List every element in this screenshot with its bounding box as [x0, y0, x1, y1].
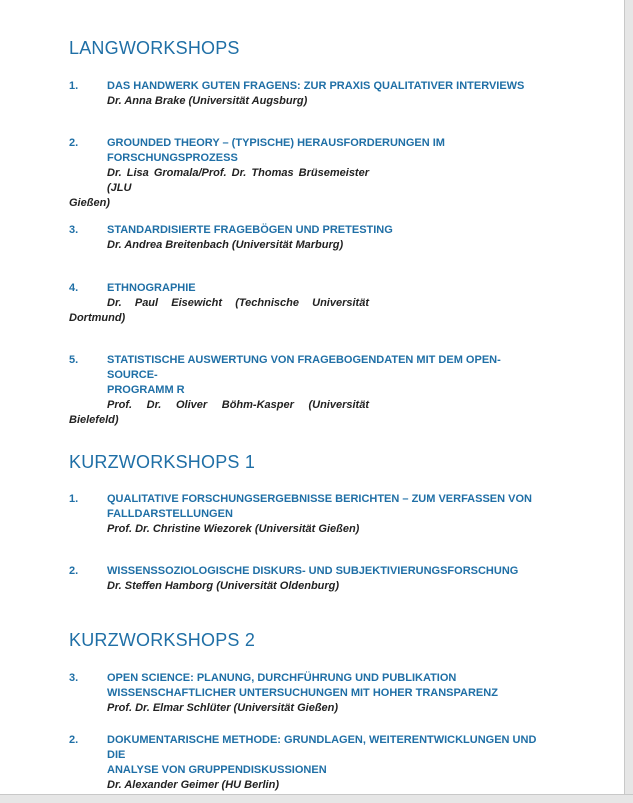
entry-title: ETHNOGRAPHIE	[107, 282, 196, 294]
workshop-entry	[69, 733, 549, 793]
entry-title-line: FORSCHUNGSPROZESS	[107, 152, 238, 164]
entry-number: 2.	[69, 565, 79, 577]
entry-author-line: Dr. Paul Eisewicht (Technische Universität	[107, 297, 369, 309]
workshop-entry	[69, 79, 549, 109]
entry-author-line: Dortmund)	[69, 312, 126, 324]
entry-author-line: Dr. Lisa Gromala/Prof. Dr. Thomas Brüsemeister (JLU	[107, 167, 369, 194]
workshop-entry	[69, 564, 549, 594]
entry-author-line: Prof. Dr. Oliver Böhm-Kasper (Universität	[107, 399, 369, 411]
entry-author: Prof. Dr. Christine Wiezorek (Universität Gießen)	[107, 523, 360, 535]
workshop-entry	[69, 492, 549, 537]
entry-title-line: PROGRAMM R	[107, 384, 185, 396]
entry-number: 1.	[69, 493, 79, 505]
workshop-entry	[69, 281, 549, 326]
entry-author: Dr. Alexander Geimer (HU Berlin)	[107, 779, 279, 791]
entry-author: Dr. Steffen Hamborg (Universität Oldenburg)	[107, 580, 340, 592]
entry-author-line: Gießen)	[69, 197, 110, 209]
entry-number: 2.	[69, 137, 79, 149]
workshop-entry	[69, 136, 549, 211]
entry-title-line: STATISTISCHE AUSWERTUNG VON FRAGEBOGENDATEN MIT DEM OPEN-SOURCE-	[107, 354, 501, 381]
section-heading-langworkshops: LANGWORKSHOPS	[69, 38, 240, 58]
entry-number: 3.	[69, 672, 79, 684]
entry-number: 4.	[69, 282, 79, 294]
workshop-entry	[69, 353, 549, 428]
viewport-right-edge	[624, 0, 633, 803]
entry-author: Dr. Andrea Breitenbach (Universität Marburg)	[107, 239, 344, 251]
entry-number: 1.	[69, 80, 79, 92]
entry-title-line: OPEN SCIENCE: PLANUNG, DURCHFÜHRUNG UND PUBLIKATION	[107, 672, 457, 684]
entry-title: STANDARDISIERTE FRAGEBÖGEN UND PRETESTING	[107, 224, 393, 236]
entry-author-line: Bielefeld)	[69, 414, 119, 426]
entry-author: Dr. Anna Brake (Universität Augsburg)	[107, 95, 308, 107]
entry-title-line: DOKUMENTARISCHE METHODE: GRUNDLAGEN, WEITERENTWICKLUNGEN UND DIE	[107, 734, 537, 761]
workshop-entry	[69, 223, 549, 253]
viewport-bottom-edge	[0, 794, 633, 803]
entry-title-line: WISSENSCHAFTLICHER UNTERSUCHUNGEN MIT HOHER TRANSPARENZ	[107, 687, 498, 699]
entry-title-line: GROUNDED THEORY – (TYPISCHE) HERAUSFORDERUNGEN IM	[107, 137, 445, 149]
entry-title: DAS HANDWERK GUTEN FRAGENS: ZUR PRAXIS QUALITATIVER INTERVIEWS	[107, 80, 525, 92]
entry-title: WISSENSSOZIOLOGISCHE DISKURS- UND SUBJEKTIVIERUNGSFORSCHUNG	[107, 565, 519, 577]
entry-title-line: ANALYSE VON GRUPPENDISKUSSIONEN	[107, 764, 327, 776]
entry-author: Prof. Dr. Elmar Schlüter (Universität Gießen)	[107, 702, 339, 714]
section-heading-kurzworkshops-1: KURZWORKSHOPS 1	[69, 452, 256, 472]
entry-number: 3.	[69, 224, 79, 236]
entry-title-line: QUALITATIVE FORSCHUNGSERGEBNISSE BERICHTEN – ZUM VERFASSEN VON	[107, 493, 532, 505]
entry-title-line: FALLDARSTELLUNGEN	[107, 508, 233, 520]
entry-number: 5.	[69, 354, 79, 366]
section-heading-kurzworkshops-2: KURZWORKSHOPS 2	[69, 630, 256, 650]
entry-number: 2.	[69, 734, 79, 746]
workshop-entry	[69, 671, 549, 716]
